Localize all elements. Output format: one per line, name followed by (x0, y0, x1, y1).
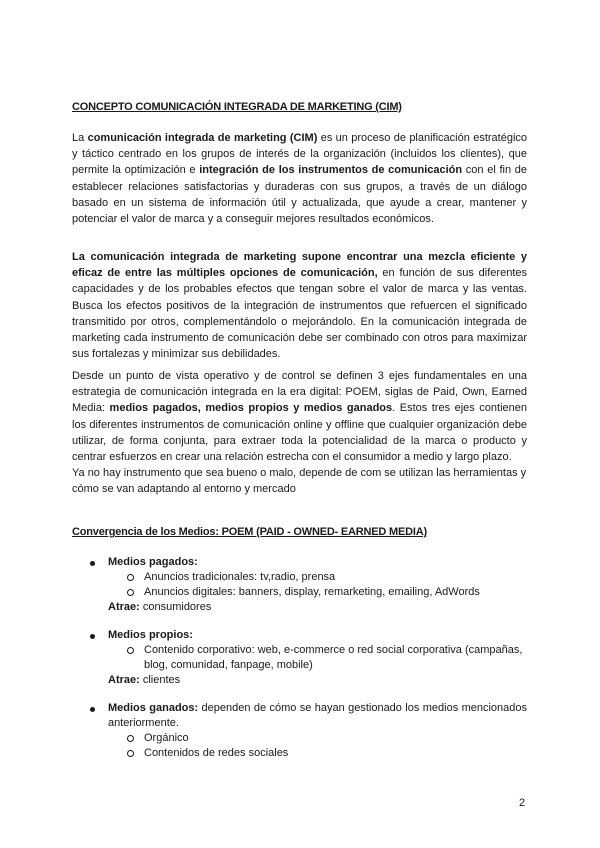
sub-list-item (108, 731, 527, 746)
sub-list-item (108, 643, 527, 673)
paragraph-cim-definition (72, 130, 527, 227)
list-item-title: Medios ganados: (108, 702, 199, 714)
list-item-desc: dependen de cómo se hayan gestionado los medios mencionados anteriormente. (108, 702, 527, 729)
text-span: . Estos tres ejes contienen los diferentes instrumentos de comunicación online y offline que cualquier organización debe utilizar, de forma conjunta, para extraer toda la potencialidad de la marca o producto y centrar esfuerzos en crear una relación estrecha con el consumidor a medio y largo plazo. (72, 402, 528, 464)
text-span: con el fin de establecer relaciones satisfactorias y duraderas con sus grupos, a través de un diálogo basado en un sistema de información útil y actualizada, que ayude a crear, mantener y potenciar el valor de marca y a conseguir mejores resultados económicos. (72, 164, 527, 226)
list-item (72, 628, 527, 688)
text-span: Desde un punto de vista operativo y de control se definen 3 ejes fundamentales en una estrategia de comunicación integrada en la era digital: POEM, siglas de Paid, Own, Earned Media: (72, 370, 527, 415)
list-item-title: Medios propios: (108, 629, 193, 641)
list-medios-ganados (72, 701, 527, 761)
bullet-icon (90, 561, 95, 566)
paragraph-cim-mix (72, 249, 527, 362)
subsection-heading: Convergencia de los Medios: POEM (PAID - OWNED- EARNED MEDIA) (72, 526, 427, 538)
circle-bullet-icon (127, 750, 134, 757)
sub-list-item (108, 746, 527, 761)
list-item-title: Medios pagados: (108, 556, 198, 568)
circle-bullet-icon (127, 647, 134, 654)
atrae-label: Atrae: (108, 601, 140, 613)
list-medios-propios (72, 628, 527, 688)
bold-term: integración de los instrumentos de comunicación (199, 164, 463, 177)
list-item-text (108, 701, 527, 731)
list-item (72, 701, 527, 761)
sub-item-text: Contenidos de redes sociales (144, 747, 289, 759)
bold-sentence: La comunicación integrada de marketing supone encontrar una mezcla eficiente y eficaz de entre las múltiples opciones de comunicación, (72, 251, 527, 280)
sub-item-text: Contenido corporativo: web, e-commerce o red social corporativa (campañas, blog, comunidad, fanpage, mobile) (144, 644, 523, 671)
sub-list (108, 643, 527, 673)
atrae-value: consumidores (139, 601, 212, 613)
sub-list-item (108, 585, 527, 600)
bullet-icon (90, 707, 95, 712)
bullet-icon (90, 634, 95, 639)
sub-item-text: Anuncios digitales: banners, display, remarketing, emailing, AdWords (144, 586, 480, 598)
paragraph-poem (72, 368, 527, 465)
section-heading: CONCEPTO COMUNICACIÓN INTEGRADA DE MARKETING (CIM) (72, 101, 402, 113)
list-medios-pagados (72, 555, 527, 615)
sub-item-text: Anuncios tradicionales: tv,radio, prensa (144, 571, 336, 583)
atrae-value: clientes (139, 674, 181, 686)
list-item (72, 555, 527, 615)
atrae-line (108, 673, 527, 688)
circle-bullet-icon (127, 589, 134, 596)
page-number: 2 (519, 797, 526, 809)
atrae-line (108, 600, 527, 615)
atrae-label: Atrae: (108, 674, 140, 686)
sub-list (108, 570, 527, 600)
sub-item-text: Orgánico (144, 732, 189, 744)
text-span: en función de sus diferentes capacidades y de los probables efectos que tengan sobre el valor de marca y las ventas. Busca los efectos positivos de la integración de instrumentos que refuercen el significado transmitido por otros, complementándolo o mejorándolo. En la comunicación integrada de marketing cada instrumento de comunicación debe ser combinado con otros para maximizar sus fortalezas y minimizar sus debilidades. (72, 267, 527, 361)
circle-bullet-icon (127, 735, 134, 742)
sub-list-item (108, 570, 527, 585)
text-span: es un proceso de planificación estratégico y táctico centrado en los grupos de interés de la organización (incluidos los clientes), que permite la optimización e (72, 132, 528, 177)
bold-term: medios pagados, medios propios y medios ganados (109, 402, 393, 415)
paragraph-closing: Ya no hay instrumento que sea bueno o malo, depende de com se utilizan las herramientas y cómo se van adaptando al entorno y mercado (72, 467, 527, 496)
text-span: La (72, 132, 88, 144)
bold-term: comunicación integrada de marketing (CIM) (87, 132, 318, 144)
circle-bullet-icon (127, 574, 134, 581)
sub-list (108, 731, 527, 761)
